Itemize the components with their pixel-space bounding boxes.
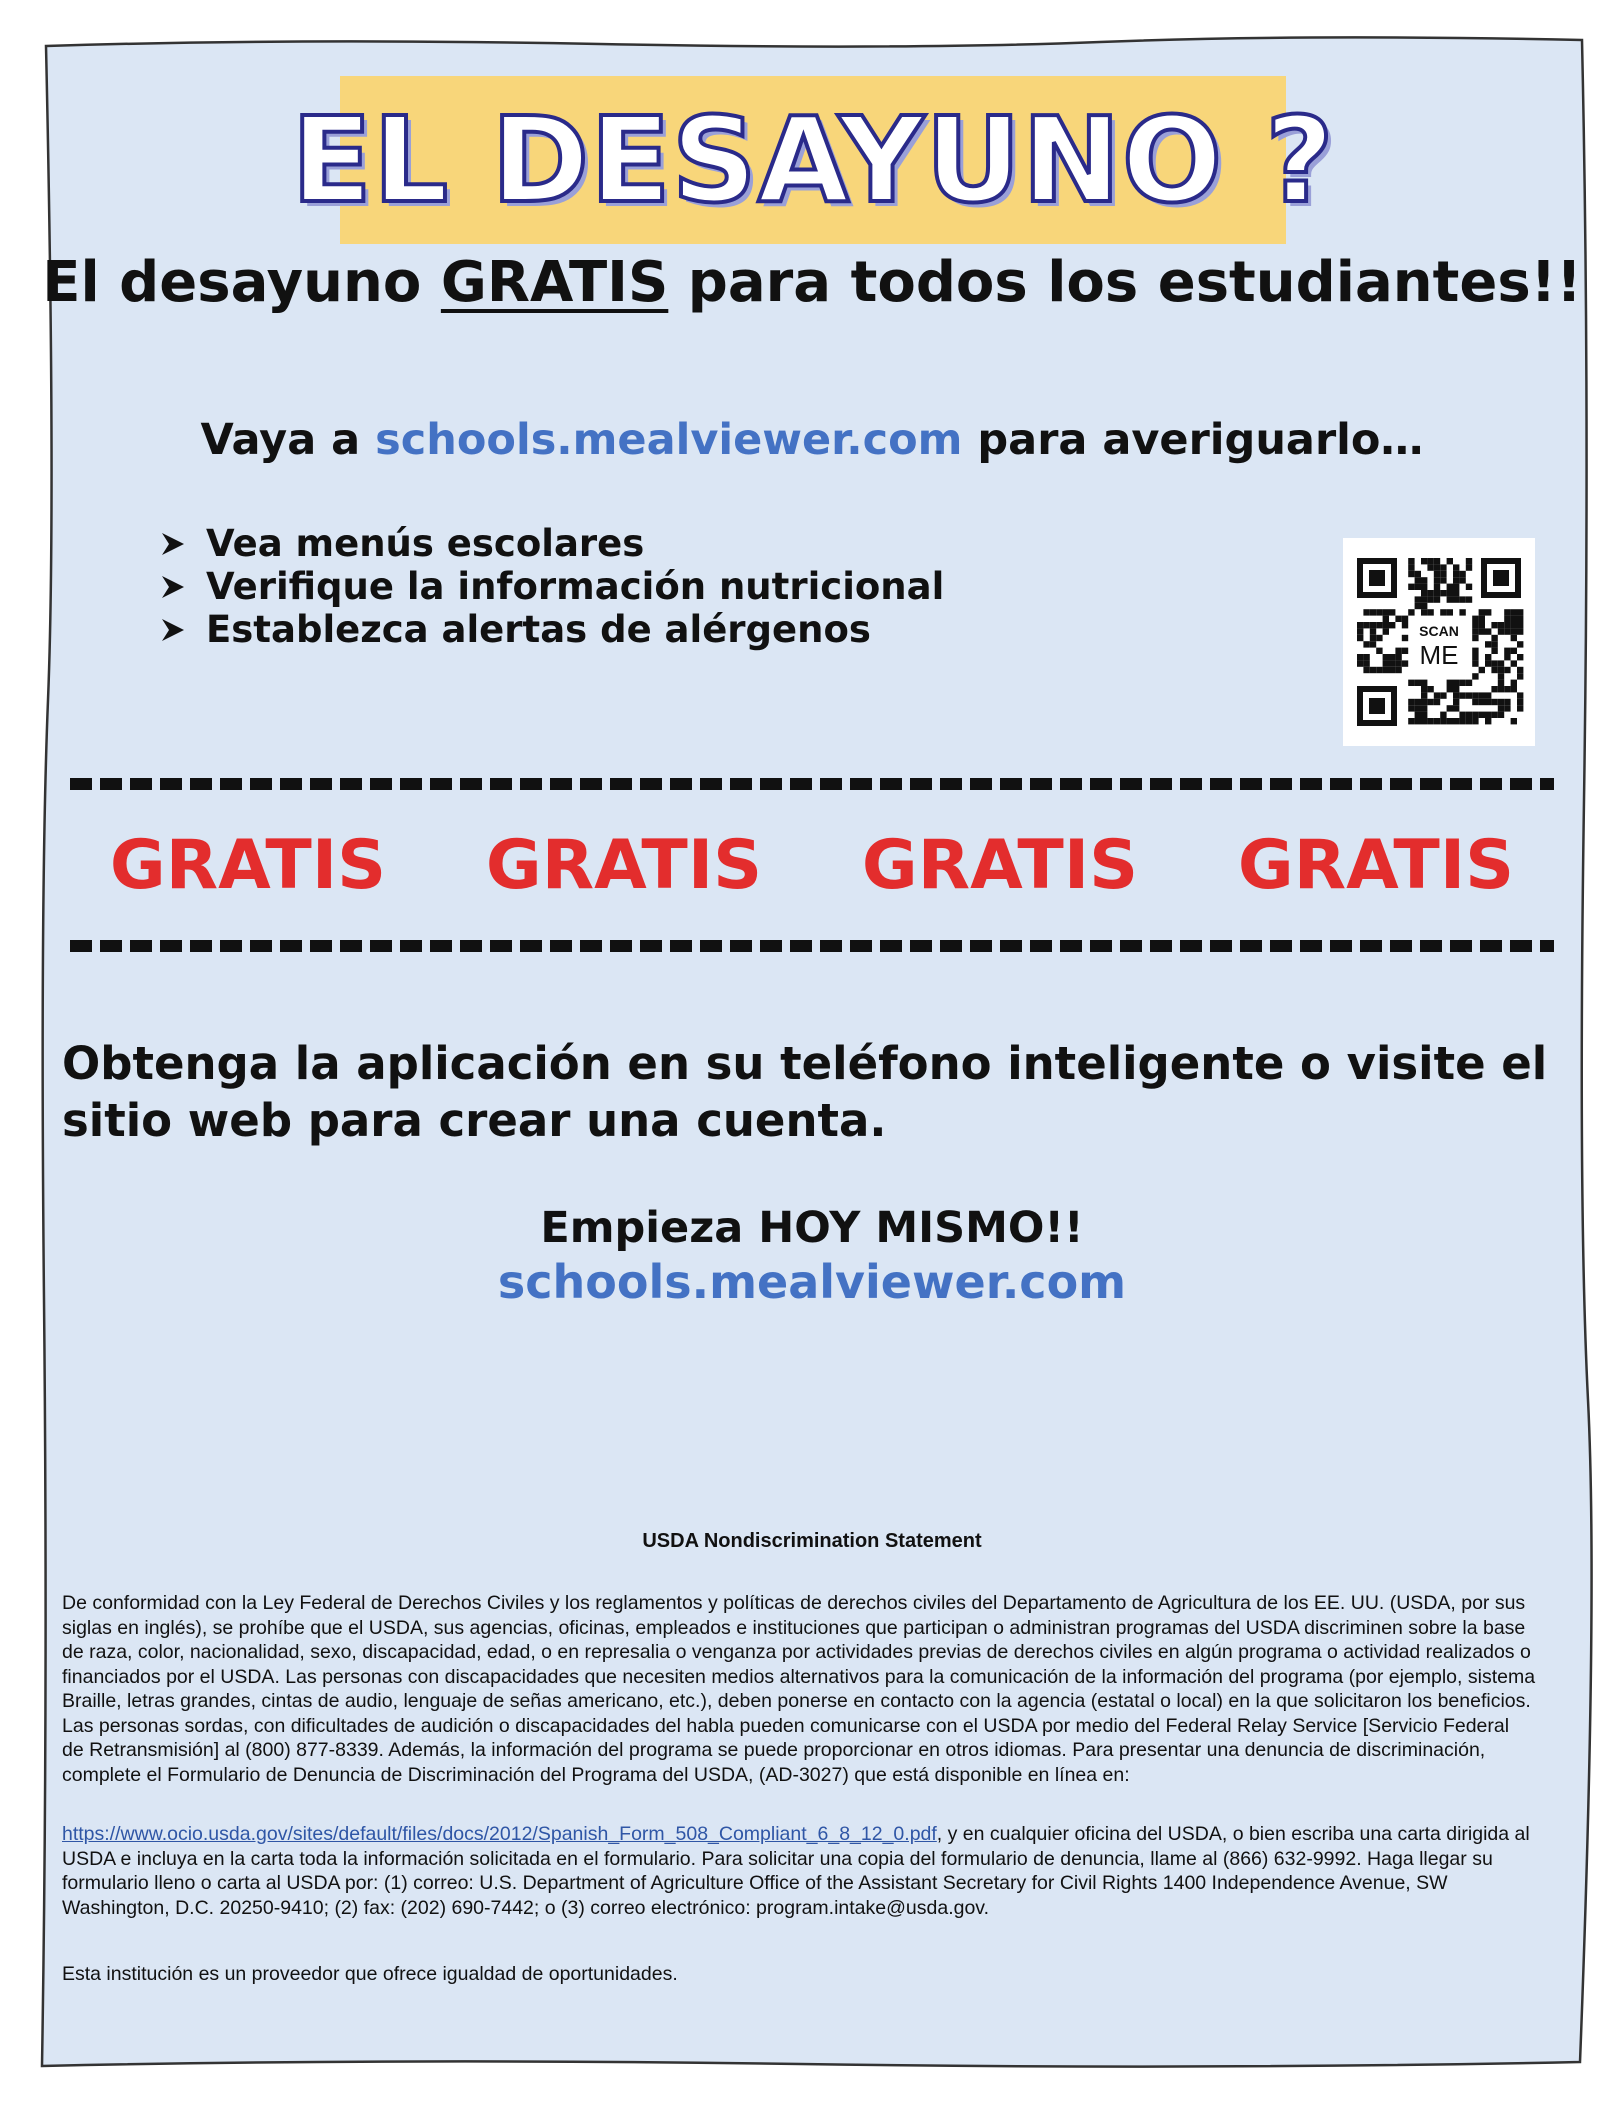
qr-module	[1491, 622, 1497, 628]
usda-statement-paragraph-2-text: , y en cualquier oficina del USDA, o bien escriba una carta dirigida al USDA e incluya en la carta toda la información solicitada en el formulario. Para solicitar una copia del formulario de denuncia, llame al (866) 632-9992. Haga llegar su formulario lleno o carta al USDA por: (1) correo: U.S. Department of Agriculture Office of the Assistant Secretary for Civil Rights 1400 Independence Avenue, SW Washington, D.C. 20250-9410; (2) fax: (202) 690-7442; o (3) correo electrónico: program.intake@usda.gov.	[62, 1823, 1530, 1919]
qr-module	[1357, 622, 1363, 628]
dashed-divider-top	[70, 778, 1554, 790]
qr-module	[1453, 692, 1459, 698]
qr-module	[1421, 718, 1427, 724]
qr-module	[1427, 718, 1433, 724]
qr-module	[1402, 648, 1408, 654]
qr-module	[1504, 686, 1510, 692]
qr-module	[1370, 635, 1376, 641]
qr-module	[1498, 673, 1504, 679]
qr-module	[1479, 667, 1485, 673]
qr-module	[1363, 667, 1369, 673]
qr-module	[1370, 667, 1376, 673]
qr-module	[1427, 686, 1433, 692]
qr-module	[1421, 609, 1427, 615]
qr-module	[1459, 577, 1465, 583]
qr-module	[1453, 564, 1459, 570]
qr-module	[1376, 609, 1382, 615]
qr-module	[1434, 718, 1440, 724]
gratis-label: GRATIS	[109, 825, 387, 905]
qr-module	[1498, 622, 1504, 628]
qr-module	[1491, 660, 1497, 666]
qr-module	[1402, 660, 1408, 666]
qr-code-icon	[1343, 538, 1535, 746]
qr-module	[1395, 667, 1401, 673]
qr-module	[1376, 667, 1382, 673]
qr-module	[1434, 596, 1440, 602]
qr-module	[1498, 667, 1504, 673]
headline-pre: El desayuno	[42, 250, 441, 315]
qr-module	[1395, 654, 1401, 660]
qr-module	[1389, 654, 1395, 660]
qr-module	[1453, 680, 1459, 686]
qr-module	[1421, 596, 1427, 602]
qr-module	[1389, 667, 1395, 673]
qr-module	[1472, 654, 1478, 660]
qr-module	[1357, 628, 1363, 634]
list-item	[158, 565, 944, 608]
qr-module	[1517, 628, 1523, 634]
qr-module	[1511, 622, 1517, 628]
qr-module	[1466, 564, 1472, 570]
qr-module	[1459, 712, 1465, 718]
qr-module	[1517, 673, 1523, 679]
usda-statement-heading: USDA Nondiscrimination Statement	[642, 1530, 982, 1552]
gratis-label: GRATIS	[485, 825, 763, 905]
qr-module	[1504, 705, 1510, 711]
arrow-bullet-icon	[158, 572, 188, 602]
qr-module	[1408, 699, 1414, 705]
visit-url-link[interactable]: schools.mealviewer.com	[375, 415, 963, 465]
qr-module	[1485, 699, 1491, 705]
qr-module	[1466, 712, 1472, 718]
qr-module	[1466, 692, 1472, 698]
qr-module	[1491, 712, 1497, 718]
qr-module	[1472, 692, 1478, 698]
qr-module	[1504, 628, 1510, 634]
qr-module	[1479, 622, 1485, 628]
qr-module	[1383, 622, 1389, 628]
qr-module	[1479, 628, 1485, 634]
visit-pre: Vaya a	[200, 415, 376, 465]
qr-module	[1498, 660, 1504, 666]
qr-module	[1459, 571, 1465, 577]
qr-module	[1415, 603, 1421, 609]
qr-module	[1479, 712, 1485, 718]
qr-module	[1408, 564, 1414, 570]
qr-module	[1415, 712, 1421, 718]
qr-module	[1421, 603, 1427, 609]
qr-module	[1485, 641, 1491, 647]
qr-module	[1511, 648, 1517, 654]
qr-module	[1498, 699, 1504, 705]
poster-title: EL DESAYUNO ?	[291, 91, 1335, 229]
qr-module	[1479, 616, 1485, 622]
qr-module	[1376, 648, 1382, 654]
qr-module	[1466, 596, 1472, 602]
qr-module	[1504, 622, 1510, 628]
qr-module	[1383, 628, 1389, 634]
qr-module	[1389, 609, 1395, 615]
qr-module	[1511, 686, 1517, 692]
list-item-label: Establezca alertas de alérgenos	[206, 608, 871, 651]
qr-module	[1415, 718, 1421, 724]
qr-module	[1517, 609, 1523, 615]
qr-module	[1395, 616, 1401, 622]
qr-module	[1504, 609, 1510, 615]
qr-module	[1408, 584, 1414, 590]
feature-list	[158, 522, 944, 651]
qr-module	[1453, 686, 1459, 692]
qr-module	[1421, 590, 1427, 596]
qr-module	[1408, 571, 1414, 577]
qr-module	[1498, 712, 1504, 718]
qr-module	[1415, 584, 1421, 590]
qr-module	[1491, 641, 1497, 647]
qr-module	[1517, 699, 1523, 705]
qr-module	[1485, 628, 1491, 634]
qr-module	[1440, 571, 1446, 577]
qr-module	[1485, 692, 1491, 698]
list-item-label: Verifique la información nutricional	[206, 565, 945, 608]
qr-module	[1511, 635, 1517, 641]
qr-module	[1517, 641, 1523, 647]
qr-module	[1459, 718, 1465, 724]
usda-form-link[interactable]: https://www.ocio.usda.gov/sites/default/files/docs/2012/Spanish_Form_508_Compliant_6_8_12_0.pdf	[62, 1823, 937, 1845]
qr-module	[1479, 692, 1485, 698]
qr-module	[1421, 577, 1427, 583]
qr-module	[1421, 558, 1427, 564]
qr-module	[1459, 609, 1465, 615]
qr-module	[1363, 660, 1369, 666]
qr-module	[1421, 680, 1427, 686]
qr-module	[1408, 718, 1414, 724]
qr-module	[1504, 648, 1510, 654]
qr-module	[1498, 680, 1504, 686]
qr-module	[1408, 609, 1414, 615]
qr-module	[1453, 596, 1459, 602]
qr-module	[1485, 609, 1491, 615]
qr-module	[1440, 564, 1446, 570]
qr-module	[1472, 635, 1478, 641]
qr-module	[1504, 616, 1510, 622]
qr-module	[1491, 648, 1497, 654]
usda-statement-paragraph-1: De conformidad con la Ley Federal de Derechos Civiles y los reglamentos y políticas de derechos civiles del Departamento de Agricultura de los EE. UU. (USDA, por sus siglas en inglés), se prohíbe que el USDA, sus agencias, oficinas, empleados e instituciones que participan o administran programas del USDA discriminen sobre la base de raza, color, nacionalidad, sexo, discapacidad, edad, o en represalia o venganza por actividades previas de derechos civiles en algún programa o actividad realizados o financiados por el USDA. Las personas con discapacidades que necesiten medios alternativos para la comunicación de la información del programa (por ejemplo, sistema Braille, letras grandes, cintas de audio, lenguaje de señas americano, etc.), deben ponerse en contacto con la agencia (estatal o local) en la que solicitaron los beneficios. Las personas sordas, con dificultades de audición o discapacidades del habla pueden comunicarse con el USDA por medio del Federal Relay Service [Servicio Federal de Retransmisión] al (800) 877-8339. Además, la información del programa se puede proporcionar en otros idiomas. Para presentar una denuncia de discriminación, complete el Formulario de Denuncia de Discriminación del Programa del USDA, (AD-3027) que está disponible en línea en:	[62, 1592, 1536, 1786]
app-instructions: Obtenga la aplicación en su teléfono inteligente o visite el sitio web para crear una cuenta.	[62, 1037, 1548, 1147]
equal-opportunity-statement: Esta institución es un proveedor que ofrece igualdad de oportunidades.	[62, 1963, 678, 1985]
qr-module	[1453, 571, 1459, 577]
qr-module	[1504, 654, 1510, 660]
qr-module	[1427, 596, 1433, 602]
headline-post: para todos los estudiantes!!	[668, 250, 1582, 315]
headline	[40, 250, 1584, 315]
qr-module	[1434, 699, 1440, 705]
qr-module	[1511, 616, 1517, 622]
qr-module	[1402, 635, 1408, 641]
qr-module	[1383, 660, 1389, 666]
visit-post: para averiguarlo…	[962, 415, 1424, 465]
arrow-bullet-icon	[158, 529, 188, 559]
qr-module	[1440, 577, 1446, 583]
qr-module	[1485, 712, 1491, 718]
qr-module	[1427, 564, 1433, 570]
qr-module	[1427, 609, 1433, 615]
qr-module	[1389, 660, 1395, 666]
qr-module	[1517, 667, 1523, 673]
usda-statement-paragraph-2	[62, 1822, 1536, 1920]
qr-module	[1479, 609, 1485, 615]
qr-module	[1370, 641, 1376, 647]
qr-module	[1415, 680, 1421, 686]
qr-module	[1472, 718, 1478, 724]
qr-module	[1440, 692, 1446, 698]
qr-module	[1383, 667, 1389, 673]
qr-module	[1434, 558, 1440, 564]
qr-module	[1511, 660, 1517, 666]
qr-module	[1415, 577, 1421, 583]
qr-module	[1517, 622, 1523, 628]
qr-module	[1491, 699, 1497, 705]
qr-module	[1498, 705, 1504, 711]
qr-code[interactable]	[1343, 538, 1535, 746]
qr-module	[1370, 609, 1376, 615]
qr-module	[1357, 660, 1363, 666]
qr-module	[1434, 577, 1440, 583]
visit-line	[40, 415, 1584, 465]
qr-module	[1447, 705, 1453, 711]
qr-module	[1504, 699, 1510, 705]
qr-module	[1440, 609, 1446, 615]
qr-scan-label: SCAN	[1419, 623, 1459, 639]
qr-module	[1376, 622, 1382, 628]
qr-module	[1472, 660, 1478, 666]
qr-module	[1427, 699, 1433, 705]
qr-module	[1415, 596, 1421, 602]
qr-module	[1517, 705, 1523, 711]
qr-module	[1363, 641, 1369, 647]
list-item	[158, 608, 944, 651]
qr-module	[1376, 635, 1382, 641]
qr-module	[1453, 699, 1459, 705]
qr-module	[1498, 686, 1504, 692]
qr-module	[1434, 571, 1440, 577]
qr-module	[1472, 616, 1478, 622]
qr-module	[1408, 705, 1414, 711]
qr-module	[1466, 558, 1472, 564]
qr-module	[1447, 558, 1453, 564]
qr-module	[1383, 609, 1389, 615]
qr-module	[1472, 648, 1478, 654]
list-item	[158, 522, 944, 565]
gratis-row	[60, 820, 1564, 910]
qr-module	[1383, 616, 1389, 622]
qr-module	[1447, 584, 1453, 590]
qr-module	[1517, 616, 1523, 622]
qr-module	[1408, 680, 1414, 686]
qr-module	[1511, 680, 1517, 686]
qr-module	[1421, 712, 1427, 718]
qr-module	[1504, 667, 1510, 673]
qr-module	[1408, 558, 1414, 564]
qr-module	[1434, 564, 1440, 570]
qr-module	[1421, 692, 1427, 698]
qr-module	[1395, 660, 1401, 666]
qr-module	[1491, 667, 1497, 673]
qr-module	[1434, 692, 1440, 698]
qr-module	[1459, 692, 1465, 698]
qr-module	[1453, 584, 1459, 590]
qr-module	[1440, 590, 1446, 596]
qr-module	[1472, 699, 1478, 705]
qr-module	[1511, 718, 1517, 724]
qr-module	[1427, 590, 1433, 596]
qr-module	[1363, 622, 1369, 628]
qr-module	[1415, 705, 1421, 711]
qr-module	[1459, 680, 1465, 686]
qr-module	[1421, 699, 1427, 705]
qr-module	[1370, 628, 1376, 634]
qr-module	[1434, 590, 1440, 596]
qr-module	[1421, 686, 1427, 692]
qr-module	[1447, 609, 1453, 615]
qr-module	[1357, 635, 1363, 641]
qr-module	[1472, 628, 1478, 634]
qr-module	[1389, 622, 1395, 628]
qr-module	[1402, 616, 1408, 622]
qr-module	[1415, 699, 1421, 705]
qr-module	[1485, 660, 1491, 666]
arrow-bullet-icon	[158, 615, 188, 645]
qr-module	[1472, 622, 1478, 628]
qr-module	[1383, 654, 1389, 660]
qr-module	[1466, 718, 1472, 724]
qr-module	[1498, 628, 1504, 634]
qr-module	[1395, 648, 1401, 654]
qr-module	[1440, 718, 1446, 724]
qr-module	[1421, 705, 1427, 711]
qr-module	[1363, 609, 1369, 615]
qr-module	[1485, 654, 1491, 660]
qr-module	[1447, 596, 1453, 602]
qr-module	[1511, 609, 1517, 615]
qr-module	[1491, 635, 1497, 641]
qr-module	[1447, 686, 1453, 692]
gratis-label: GRATIS	[1237, 825, 1515, 905]
qr-module	[1440, 712, 1446, 718]
qr-module	[1472, 712, 1478, 718]
qr-module	[1479, 699, 1485, 705]
qr-module	[1434, 584, 1440, 590]
start-today-text: Empieza HOY MISMO!!	[540, 1203, 1084, 1253]
qr-module	[1447, 590, 1453, 596]
dashed-divider-bottom	[70, 940, 1554, 952]
qr-module	[1491, 686, 1497, 692]
qr-module	[1459, 596, 1465, 602]
qr-module	[1421, 584, 1427, 590]
qr-module	[1453, 705, 1459, 711]
qr-module	[1466, 584, 1472, 590]
title-banner	[291, 76, 1335, 244]
qr-module	[1517, 692, 1523, 698]
qr-module	[1447, 718, 1453, 724]
gratis-label: GRATIS	[861, 825, 1139, 905]
qr-module	[1370, 622, 1376, 628]
qr-module	[1447, 680, 1453, 686]
headline-emphasis: GRATIS	[440, 250, 669, 315]
qr-module	[1415, 571, 1421, 577]
start-url-link[interactable]: schools.mealviewer.com	[497, 1255, 1127, 1309]
qr-module	[1466, 680, 1472, 686]
list-item-label: Vea menús escolares	[206, 522, 645, 565]
qr-module	[1363, 654, 1369, 660]
qr-module	[1357, 654, 1363, 660]
qr-module	[1485, 718, 1491, 724]
qr-module	[1472, 673, 1478, 679]
qr-module	[1511, 628, 1517, 634]
qr-module	[1517, 654, 1523, 660]
qr-me-label: ME	[1419, 640, 1459, 670]
qr-module	[1453, 577, 1459, 583]
qr-module	[1453, 718, 1459, 724]
qr-module	[1453, 590, 1459, 596]
qr-module	[1402, 622, 1408, 628]
qr-module	[1427, 558, 1433, 564]
